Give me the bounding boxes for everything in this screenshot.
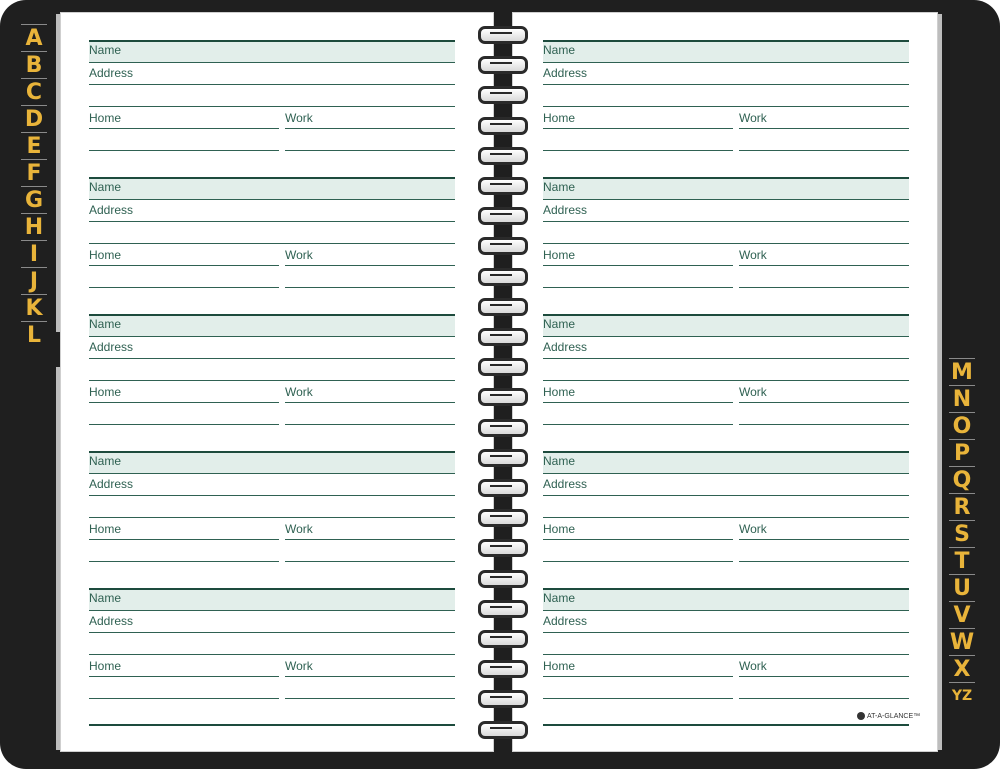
work-phone-line-2[interactable] [739, 561, 909, 562]
work-phone-line[interactable] [285, 128, 455, 129]
work-label: Work [739, 248, 767, 262]
brand-mark-icon [857, 712, 865, 720]
address-line-1[interactable] [543, 358, 909, 359]
work-phone-line[interactable] [285, 265, 455, 266]
spiral-coil [478, 328, 528, 346]
address-line-2[interactable] [89, 380, 455, 381]
home-phone-line-2[interactable] [543, 561, 733, 562]
work-phone-line[interactable] [739, 265, 909, 266]
work-phone-line-2[interactable] [739, 424, 909, 425]
tab-i[interactable]: I [21, 240, 47, 267]
spiral-coil [478, 117, 528, 135]
name-underline [543, 610, 909, 611]
home-label: Home [543, 248, 576, 262]
home-phone-line[interactable] [543, 128, 733, 129]
address-label: Address [543, 340, 588, 354]
name-underline [89, 610, 455, 611]
name-underline [89, 62, 455, 63]
name-field[interactable] [89, 314, 455, 337]
tab-d[interactable]: D [21, 105, 47, 132]
work-phone-line[interactable] [739, 128, 909, 129]
tab-e[interactable]: E [21, 132, 47, 159]
name-label: Name [89, 317, 122, 331]
work-phone-line[interactable] [739, 539, 909, 540]
work-phone-line-2[interactable] [285, 424, 455, 425]
address-line-1[interactable] [89, 632, 455, 633]
work-phone-line[interactable] [285, 676, 455, 677]
spiral-coil [478, 86, 528, 104]
home-phone-line-2[interactable] [89, 424, 279, 425]
address-label: Address [543, 66, 588, 80]
index-tabs-a-l [22, 24, 46, 348]
spiral-coil [478, 26, 528, 44]
home-phone-line[interactable] [89, 539, 279, 540]
address-label: Address [89, 340, 134, 354]
right-page [512, 12, 938, 752]
tab-r[interactable]: R [949, 493, 975, 520]
work-label: Work [285, 111, 313, 125]
name-field[interactable] [89, 177, 455, 200]
address-label: Address [89, 66, 134, 80]
name-field[interactable] [543, 177, 909, 200]
work-phone-line[interactable] [285, 402, 455, 403]
spiral-coil [478, 509, 528, 527]
work-label: Work [739, 385, 767, 399]
name-field[interactable] [89, 40, 455, 63]
name-field[interactable] [89, 451, 455, 474]
address-line-1[interactable] [543, 632, 909, 633]
tab-m[interactable]: M [949, 358, 975, 385]
tab-s[interactable]: S [949, 520, 975, 547]
tab-g[interactable]: G [21, 186, 47, 213]
tab-p[interactable]: P [949, 439, 975, 466]
name-label: Name [543, 317, 576, 331]
name-label: Name [89, 43, 122, 57]
name-field[interactable] [543, 588, 909, 611]
name-underline [543, 473, 909, 474]
home-phone-line-2[interactable] [89, 150, 279, 151]
work-phone-line-2[interactable] [285, 150, 455, 151]
home-label: Home [543, 522, 576, 536]
address-line-1[interactable] [89, 495, 455, 496]
home-phone-line-2[interactable] [543, 424, 733, 425]
tab-j[interactable]: J [21, 267, 47, 294]
home-label: Home [89, 522, 122, 536]
work-label: Work [285, 385, 313, 399]
tab-b[interactable]: B [21, 51, 47, 78]
home-label: Home [543, 111, 576, 125]
name-field[interactable] [89, 588, 455, 611]
name-underline [89, 199, 455, 200]
spiral-coil [478, 600, 528, 618]
name-underline [543, 336, 909, 337]
work-label: Work [285, 248, 313, 262]
home-phone-line[interactable] [543, 539, 733, 540]
spiral-coil [478, 539, 528, 557]
tab-a[interactable]: A [21, 24, 47, 51]
home-phone-line[interactable] [89, 402, 279, 403]
tab-n[interactable]: N [949, 385, 975, 412]
address-label: Address [543, 614, 588, 628]
address-line-2[interactable] [543, 106, 909, 107]
home-label: Home [89, 659, 122, 673]
index-tabs-m-z [948, 358, 976, 709]
work-phone-line-2[interactable] [285, 561, 455, 562]
work-phone-line-2[interactable] [739, 150, 909, 151]
home-phone-line[interactable] [89, 265, 279, 266]
tab-c[interactable]: C [21, 78, 47, 105]
address-line-1[interactable] [89, 221, 455, 222]
spiral-coil [478, 358, 528, 376]
tab-k[interactable]: K [21, 294, 47, 321]
work-phone-line-2[interactable] [739, 698, 909, 699]
name-label: Name [89, 591, 122, 605]
spiral-coil [478, 690, 528, 708]
right-page-edge [938, 14, 942, 750]
tab-w[interactable]: W [949, 629, 975, 655]
tab-v[interactable]: V [949, 601, 975, 628]
home-phone-line-2[interactable] [543, 287, 733, 288]
spiral-coil [478, 268, 528, 286]
publisher-logo: AT-A-GLANCE™ [857, 712, 920, 720]
spiral-coil [478, 419, 528, 437]
home-label: Home [543, 659, 576, 673]
work-phone-line-2[interactable] [285, 698, 455, 699]
work-label: Work [739, 522, 767, 536]
name-underline [89, 336, 455, 337]
address-line-1[interactable] [89, 358, 455, 359]
home-phone-line[interactable] [543, 676, 733, 677]
address-line-2[interactable] [543, 380, 909, 381]
work-label: Work [739, 659, 767, 673]
name-underline [89, 473, 455, 474]
home-phone-line-2[interactable] [89, 698, 279, 699]
home-phone-line[interactable] [89, 128, 279, 129]
tab-t[interactable]: T [949, 547, 975, 574]
work-phone-line[interactable] [739, 402, 909, 403]
tab-o[interactable]: O [949, 412, 975, 439]
work-label: Work [739, 111, 767, 125]
work-phone-line[interactable] [285, 539, 455, 540]
work-phone-line[interactable] [739, 676, 909, 677]
tab-f[interactable]: F [21, 159, 47, 186]
right-page-bottom-rule [543, 724, 909, 726]
spiral-coil [478, 298, 528, 316]
tab-h[interactable]: H [21, 213, 47, 240]
name-label: Name [543, 591, 576, 605]
home-label: Home [89, 111, 122, 125]
address-label: Address [543, 477, 588, 491]
address-label: Address [89, 203, 134, 217]
address-line-2[interactable] [89, 654, 455, 655]
work-label: Work [285, 659, 313, 673]
spiral-coil [478, 660, 528, 678]
home-label: Home [89, 248, 122, 262]
address-line-2[interactable] [89, 243, 455, 244]
home-label: Home [89, 385, 122, 399]
address-line-1[interactable] [543, 84, 909, 85]
home-phone-line[interactable] [543, 265, 733, 266]
home-phone-line-2[interactable] [543, 698, 733, 699]
tab-l[interactable]: L [21, 321, 47, 348]
home-phone-line[interactable] [89, 676, 279, 677]
tab-x[interactable]: X [949, 655, 975, 682]
address-line-2[interactable] [543, 654, 909, 655]
spiral-coil [478, 388, 528, 406]
home-label: Home [543, 385, 576, 399]
name-label: Name [89, 180, 122, 194]
spiral-coil [478, 630, 528, 648]
address-label: Address [89, 614, 134, 628]
name-label: Name [89, 454, 122, 468]
address-line-1[interactable] [543, 221, 909, 222]
address-label: Address [89, 477, 134, 491]
address-line-2[interactable] [89, 106, 455, 107]
work-phone-line-2[interactable] [285, 287, 455, 288]
work-phone-line-2[interactable] [739, 287, 909, 288]
spiral-coil [478, 479, 528, 497]
address-label: Address [543, 203, 588, 217]
spiral-coil [478, 56, 528, 74]
spiral-coil [478, 207, 528, 225]
spiral-coil [478, 721, 528, 739]
left-page [60, 12, 494, 752]
spiral-coil [478, 147, 528, 165]
name-underline [543, 199, 909, 200]
address-line-1[interactable] [89, 84, 455, 85]
name-field[interactable] [543, 314, 909, 337]
home-phone-line-2[interactable] [543, 150, 733, 151]
spiral-coil [478, 177, 528, 195]
tab-yz[interactable]: YZ [949, 682, 975, 709]
spiral-binding [474, 14, 528, 754]
left-page-bottom-rule [89, 724, 455, 726]
spiral-coil [478, 237, 528, 255]
home-phone-line-2[interactable] [89, 561, 279, 562]
tab-q[interactable]: Q [949, 466, 975, 493]
home-phone-line[interactable] [543, 402, 733, 403]
name-field[interactable] [543, 40, 909, 63]
name-underline [543, 62, 909, 63]
name-label: Name [543, 43, 576, 57]
name-field[interactable] [543, 451, 909, 474]
spiral-coil [478, 570, 528, 588]
home-phone-line-2[interactable] [89, 287, 279, 288]
address-line-1[interactable] [543, 495, 909, 496]
name-label: Name [543, 454, 576, 468]
address-line-2[interactable] [543, 243, 909, 244]
spiral-coil [478, 449, 528, 467]
address-line-2[interactable] [543, 517, 909, 518]
name-label: Name [543, 180, 576, 194]
work-label: Work [285, 522, 313, 536]
address-line-2[interactable] [89, 517, 455, 518]
tab-u[interactable]: U [949, 574, 975, 601]
